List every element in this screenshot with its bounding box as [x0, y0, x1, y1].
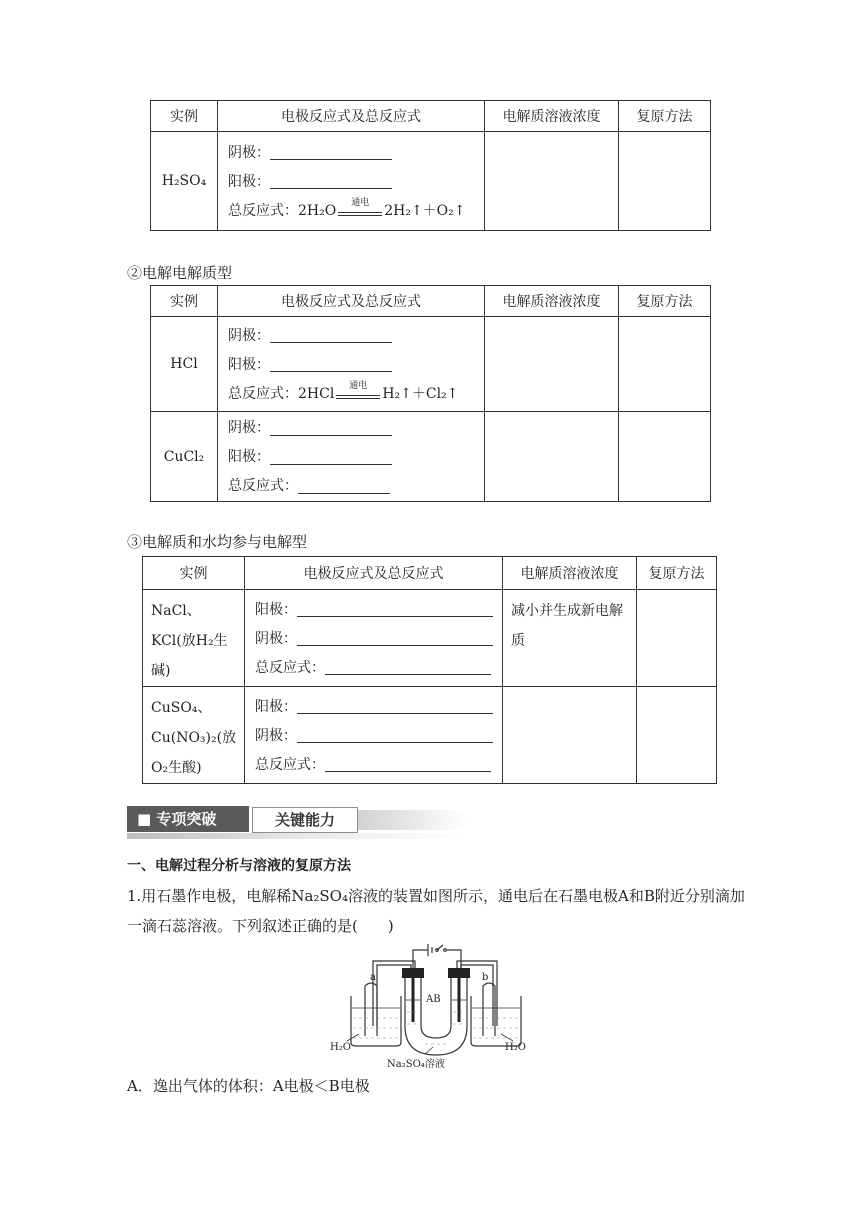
anode-label: 阳极： — [228, 449, 270, 465]
banner-main-label: ■ 专项突破 — [137, 810, 217, 828]
electrolysis-apparatus-figure — [325, 938, 535, 1070]
total-label: 总反应式： — [255, 659, 325, 676]
cathode-label: 阴极： — [228, 144, 270, 161]
header-example: 实例 — [151, 101, 218, 132]
table-1 — [150, 100, 711, 231]
label-solution: Na₂SO₄溶液 — [387, 1059, 445, 1070]
example-hcl: HCl — [151, 317, 218, 412]
anode-blank[interactable] — [270, 174, 392, 189]
restore-blank[interactable] — [637, 687, 717, 784]
cathode-label: 阴极： — [255, 727, 297, 744]
label-b: b — [482, 972, 489, 983]
example-h2so4: H₂SO₄ — [151, 132, 218, 231]
reactions-cell — [218, 317, 485, 412]
electrolysis-sign — [334, 380, 382, 402]
concentration-blank[interactable] — [485, 317, 619, 412]
section-heading-3: ③电解质和水均参与电解型 — [127, 533, 308, 551]
option-a: A．逸出气体的体积：A电极＜B电极 — [127, 1077, 370, 1095]
header-restore: 复原方法 — [637, 557, 717, 590]
reactions-cell — [218, 132, 485, 231]
header-restore: 复原方法 — [619, 101, 711, 132]
header-concentration: 电解质溶液浓度 — [485, 101, 619, 132]
cathode-label: 阴极： — [228, 327, 270, 344]
reactions-cell — [245, 590, 503, 687]
concentration-nacl: 减小并生成新电解质 — [503, 590, 637, 687]
header-restore: 复原方法 — [619, 286, 711, 317]
example-cucl2: CuCl₂ — [151, 412, 218, 502]
total-pre: 总反应式：2H₂O — [228, 202, 337, 219]
header-reactions: 电极反应式及总反应式 — [245, 557, 503, 590]
label-a: a — [370, 972, 376, 983]
anode-blank[interactable] — [270, 450, 392, 465]
section-title: 一、电解过程分析与溶液的复原方法 — [127, 858, 351, 874]
cathode-blank[interactable] — [297, 728, 493, 743]
header-concentration: 电解质溶液浓度 — [485, 286, 619, 317]
banner-underline — [127, 833, 467, 839]
label-ab: AB — [426, 994, 441, 1005]
electrolysis-condition: 通电 — [349, 380, 368, 391]
restore-blank[interactable] — [637, 590, 717, 687]
restore-blank[interactable] — [619, 412, 711, 502]
concentration-blank[interactable] — [485, 132, 619, 231]
restore-blank[interactable] — [619, 132, 711, 231]
question-text: 1.用石墨作电极，电解稀Na₂SO₄溶液的装置如图所示，通电后在石墨电极A和B附近分别滴加一滴石蕊溶液。下列叙述正确的是( ) — [127, 887, 745, 935]
cathode-blank[interactable] — [270, 421, 392, 436]
total-post: 2H₂↑＋O₂↑ — [384, 202, 466, 219]
anode-blank[interactable] — [297, 699, 493, 714]
cathode-label: 阴极： — [228, 420, 270, 436]
anode-blank[interactable] — [270, 357, 392, 372]
banner-sub: 关键能力 — [252, 807, 358, 833]
reactions-cell — [218, 412, 485, 502]
table-3 — [142, 556, 717, 784]
total-post: H₂↑＋Cl₂↑ — [382, 385, 459, 402]
anode-label: 阳极： — [228, 356, 270, 373]
banner-main — [127, 806, 249, 832]
total-blank[interactable] — [298, 479, 390, 494]
concentration-blank[interactable] — [503, 687, 637, 784]
restore-blank[interactable] — [619, 317, 711, 412]
header-reactions: 电极反应式及总反应式 — [218, 101, 485, 132]
reactions-cell — [245, 687, 503, 784]
cathode-blank[interactable] — [270, 328, 392, 343]
example-nacl-kcl: NaCl、KCl(放H₂生碱) — [143, 590, 245, 687]
total-blank[interactable] — [325, 757, 491, 772]
cathode-label: 阴极： — [255, 630, 297, 647]
section-heading-2: ②电解电解质型 — [127, 264, 233, 282]
total-label: 总反应式： — [255, 756, 325, 773]
total-pre: 总反应式：2HCl — [228, 385, 335, 402]
banner-tail — [357, 810, 467, 830]
electrolysis-condition: 通电 — [351, 197, 370, 208]
table-2 — [150, 285, 711, 502]
anode-blank[interactable] — [297, 602, 493, 617]
header-example: 实例 — [143, 557, 245, 590]
anode-label: 阳极： — [228, 173, 270, 190]
anode-label: 阳极： — [255, 601, 297, 618]
electrolysis-sign — [336, 197, 384, 219]
cathode-blank[interactable] — [297, 631, 493, 646]
header-reactions: 电极反应式及总反应式 — [218, 286, 485, 317]
label-water-left: H₂O — [330, 1042, 351, 1053]
cathode-blank[interactable] — [270, 145, 392, 160]
total-blank[interactable] — [325, 660, 491, 675]
header-example: 实例 — [151, 286, 218, 317]
label-water-right: H₂O — [505, 1042, 526, 1053]
concentration-blank[interactable] — [485, 412, 619, 502]
header-concentration: 电解质溶液浓度 — [503, 557, 637, 590]
anode-label: 阳极： — [255, 698, 297, 715]
total-label: 总反应式： — [228, 478, 298, 494]
example-cuso4: CuSO₄、Cu(NO₃)₂(放O₂生酸) — [143, 687, 245, 784]
